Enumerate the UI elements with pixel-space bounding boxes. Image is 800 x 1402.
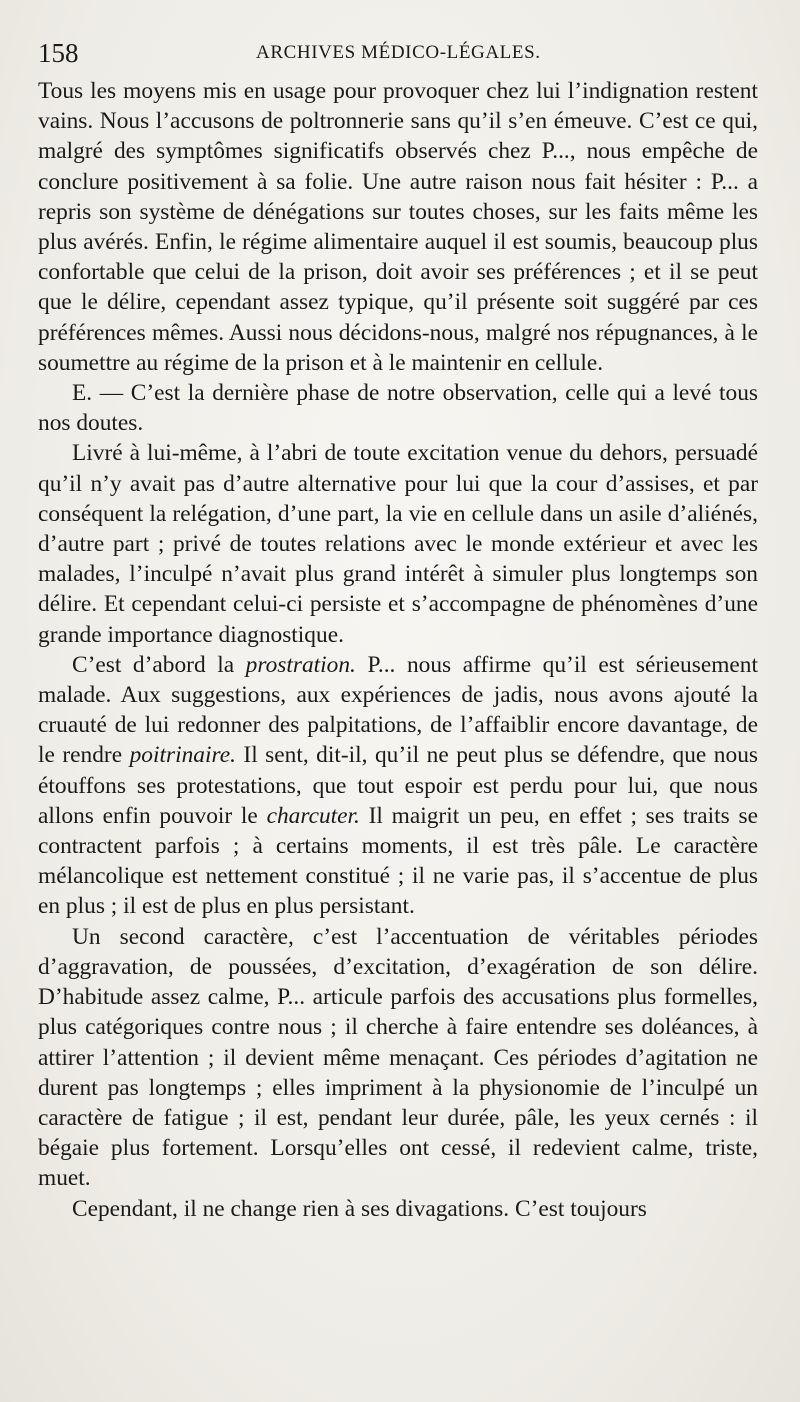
paragraph: Un second caractère, c’est l’accentuation de véritables périodes d’aggravation, de poussées, d’excitation, d’exagération de son délire. D’habitude assez calme, P... articule parfois des accusations plus formelles, plus catégoriques contre nous ; il cherche à faire entendre ses doléances, à attirer l’attention ; il devient même menaçant. Ces périodes d’agitation ne durent pas longtemps ; elles impriment à la physionomie de l’inculpé un caractère de fatigue ; il est, pendant leur durée, pâle, les yeux cernés : il bégaie plus fortement. Lorsqu’elles ont cessé, il redevient calme, triste, muet. <box>38 923 758 1192</box>
paragraph: E. — C’est la dernière phase de notre observation, celle qui a levé tous nos doutes. <box>38 380 758 437</box>
emphasis: poitrinaire. <box>129 742 236 769</box>
paragraph <box>38 650 758 922</box>
emphasis: prostration. <box>245 651 356 678</box>
page-number: 158 <box>38 38 79 68</box>
paragraph: Cependant, il ne change rien à ses divagations. C’est toujours <box>72 1195 647 1222</box>
paragraph: Tous les moyens mis en usage pour provoquer chez lui l’indignation restent vains. Nous l’accusons de poltronnerie sans qu’il s’en émeuve. C’est ce qui, malgré des symptômes significatifs observés chez P..., nous empêche de conclure positivement à sa folie. Une autre raison nous fait hésiter : P... a repris son système de dénégations sur toutes choses, sur les faits même les plus avérés. Enfin, le régime alimentaire auquel il est soumis, beaucoup plus confortable que celui de la prison, doit avoir ses préférences ; et il se peut que le délire, cependant assez typique, qu’il présente soit suggéré par ces préférences mêmes. Aussi nous décidons-nous, malgré nos répugnances, à le soumettre au régime de la prison et à le maintenir en cellule. <box>38 78 758 376</box>
page-header <box>38 36 558 70</box>
text-run: P... nous affirme qu’il est sérieusement malade. Aux suggestions, aux expériences de jadis, nous avons ajouté la cruauté de lui redonner des palpitations, de l’affaiblir encore davantage, de le rendre <box>38 651 758 769</box>
running-title: ARCHIVES MÉDICO-LÉGALES. <box>256 42 541 63</box>
paragraph: Livré à lui-même, à l’abri de toute excitation venue du dehors, persuadé qu’il n’y avait pas d’autre alternative pour lui que la cour d’assises, et par conséquent la relégation, d’une part, la vie en cellule dans un asile d’aliénés, d’autre part ; privé de toutes relations avec le monde extérieur et avec les malades, l’inculpé n’avait plus grand intérêt à simuler plus longtemps son délire. Et cependant celui-ci persiste et s’accompagne de phénomènes d’une grande importance diagnostique. <box>38 440 758 648</box>
text-run: C’est d’abord la <box>72 651 246 678</box>
emphasis: charcuter. <box>266 802 360 829</box>
text-run: Il maigrit un peu, en effet ; ses traits se contractent parfois ; à certains moments, il est très pâle. Le caractère mélancolique est nettement constitué ; il ne varie pas, il s’accentue de plus en plus ; il est de plus en plus persistant. <box>38 802 759 920</box>
text-run: Il sent, dit-il, qu’il ne peut plus se défendre, que nous étouffons ses protestations, que tout espoir est perdu pour lui, que nous allons enfin pouvoir le <box>38 742 758 829</box>
body-text <box>38 76 758 1224</box>
